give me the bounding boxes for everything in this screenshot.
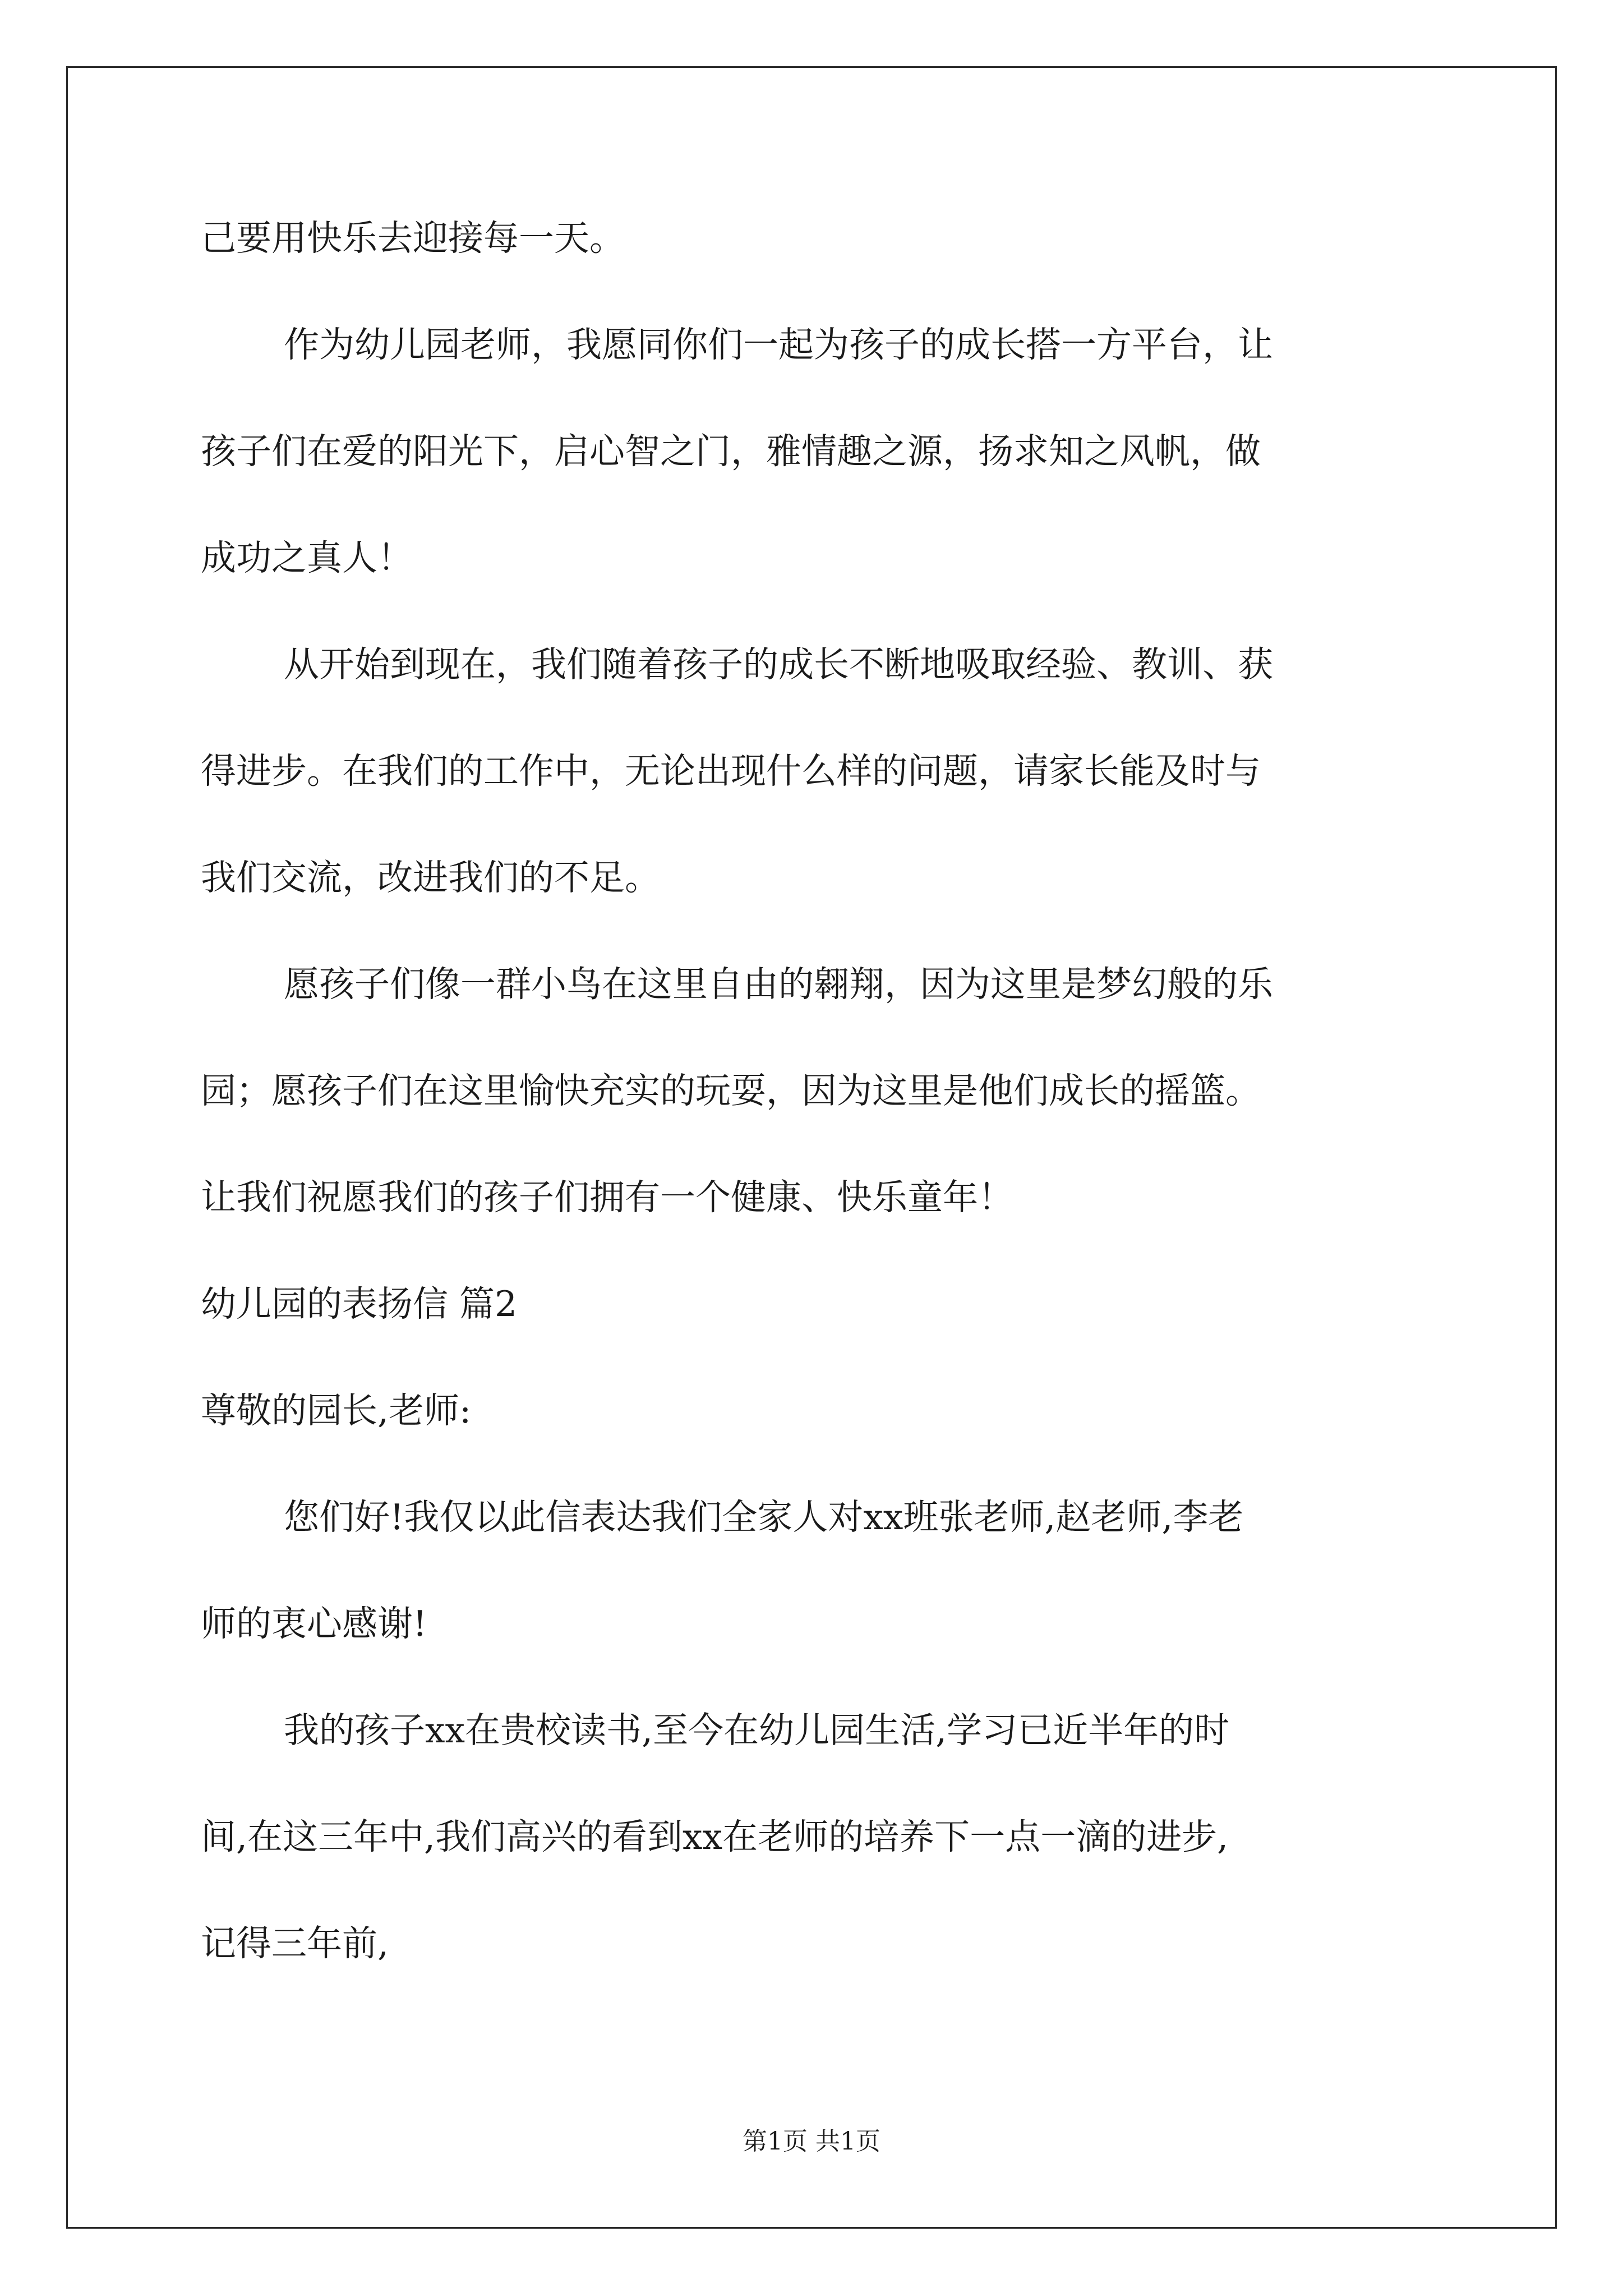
text-line: 间,在这三年中,我们高兴的看到xx在老师的培养下一点一滴的进步, [201, 1816, 1229, 1857]
page-number-footer: 第1页 共1页 [743, 2127, 880, 2156]
text-line: 让我们祝愿我们的孩子们拥有一个健康、快乐童年！ [201, 1177, 1013, 1218]
text-line: 成功之真人！ [201, 537, 413, 578]
text-line: 记得三年前, [201, 1923, 389, 1964]
paragraph-start: 从开始到现在，我们随着孩子的成长不断地吸取经验、教训、获 [284, 644, 1273, 685]
paragraph-start: 作为幼儿园老师，我愿同你们一起为孩子的成长搭一方平台，让 [284, 324, 1273, 365]
paragraph-start: 愿孩子们像一群小鸟在这里自由的翱翔，因为这里是梦幻般的乐 [284, 964, 1273, 1005]
text-line: 得进步。在我们的工作中，无论出现什么样的问题，请家长能及时与 [201, 751, 1261, 792]
text-line: 园；愿孩子们在这里愉快充实的玩耍，因为这里是他们成长的摇篮。 [201, 1070, 1261, 1111]
text-line: 孩子们在爱的阳光下，启心智之门，雅情趣之源，扬求知之风帆，做 [201, 431, 1261, 472]
paragraph-start: 我的孩子xx在贵校读书,至今在幼儿园生活,学习已近半年的时 [284, 1710, 1230, 1751]
text-line: 我们交流，改进我们的不足。 [201, 857, 660, 898]
text-line: 己要用快乐去迎接每一天。 [201, 218, 625, 259]
page-border [66, 66, 1557, 2229]
section-heading: 幼儿园的表扬信 篇2 [201, 1283, 518, 1324]
salutation: 尊敬的园长,老师: [201, 1390, 472, 1431]
paragraph-start: 您们好!我仅以此信表达我们全家人对xx班张老师,赵老师,李老 [284, 1497, 1244, 1538]
text-line: 师的衷心感谢! [201, 1603, 427, 1644]
